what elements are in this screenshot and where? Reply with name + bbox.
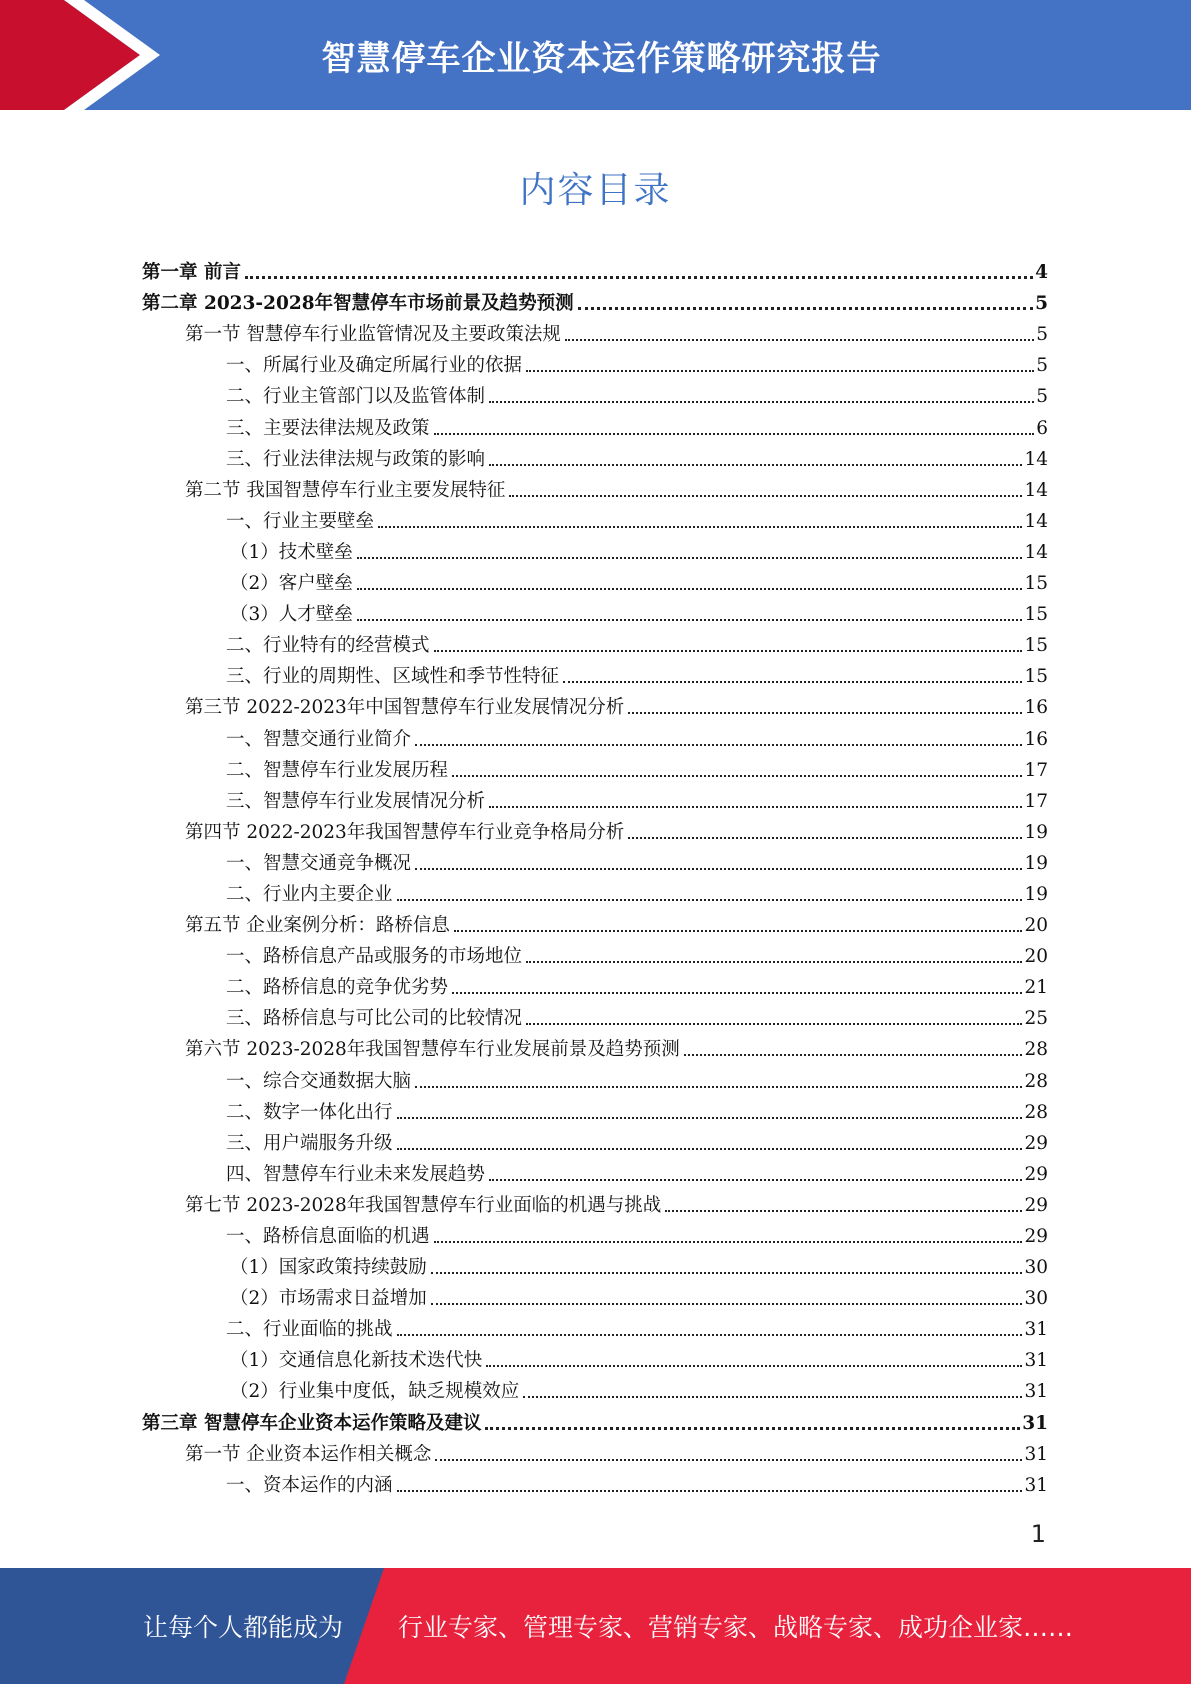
toc-leader-dots xyxy=(435,1459,1022,1461)
toc-entry[interactable] xyxy=(142,346,1048,377)
toc-entry-page: 5 xyxy=(1036,324,1048,346)
toc-entry-page: 14 xyxy=(1024,479,1048,501)
toc-entry[interactable] xyxy=(142,1061,1048,1092)
toc-entry[interactable] xyxy=(142,1466,1048,1497)
toc-entry[interactable] xyxy=(142,1279,1048,1310)
toc-leader-dots xyxy=(397,1334,1023,1336)
toc-entry[interactable] xyxy=(142,440,1048,471)
toc-leader-dots xyxy=(665,1210,1022,1212)
toc-entry-title: 二、行业内主要企业 xyxy=(226,883,393,905)
toc-entry-page: 21 xyxy=(1024,977,1048,999)
toc-entry-page: 30 xyxy=(1024,1257,1048,1279)
toc-entry-page: 29 xyxy=(1024,1163,1048,1185)
toc-leader-dots xyxy=(415,868,1022,870)
toc-entry-page: 31 xyxy=(1024,1319,1048,1341)
toc-entry[interactable] xyxy=(142,657,1048,688)
toc-entry-page: 29 xyxy=(1024,1194,1048,1216)
toc-leader-dots xyxy=(415,1086,1022,1088)
toc-entry[interactable] xyxy=(142,813,1048,844)
toc-entry-page: 17 xyxy=(1024,790,1048,812)
toc-entry[interactable] xyxy=(142,782,1048,813)
toc-entry-title: （2）行业集中度低，缺乏规模效应 xyxy=(230,1381,520,1403)
toc-leader-dots xyxy=(431,1272,1023,1274)
toc-leader-dots xyxy=(486,1365,1022,1367)
toc-entry[interactable] xyxy=(142,999,1048,1030)
toc-entry[interactable] xyxy=(142,1217,1048,1248)
toc-entry[interactable] xyxy=(142,1310,1048,1341)
toc-leader-dots xyxy=(489,1179,1022,1181)
toc-entry-title: 第一节 智慧停车行业监管情况及主要政策法规 xyxy=(185,324,561,346)
toc-entry-title: 二、数字一体化出行 xyxy=(226,1101,393,1123)
toc-entry-title: （2）客户壁垒 xyxy=(230,573,353,595)
toc-entry[interactable] xyxy=(142,626,1048,657)
toc-leader-dots xyxy=(452,775,1022,777)
toc-leader-dots xyxy=(578,307,1034,310)
toc-leader-dots xyxy=(378,526,1022,528)
toc-entry-page: 19 xyxy=(1024,852,1048,874)
toc-entry[interactable] xyxy=(142,253,1048,284)
toc-entry-title: 第六节 2023-2028年我国智慧停车行业发展前景及趋势预测 xyxy=(185,1039,680,1061)
toc-entry-page: 15 xyxy=(1024,666,1048,688)
toc-entry[interactable] xyxy=(142,968,1048,999)
toc-leader-dots xyxy=(357,619,1023,621)
toc-entry-title: 第三节 2022-2023年中国智慧停车行业发展情况分析 xyxy=(185,697,625,719)
toc-entry-page: 17 xyxy=(1024,759,1048,781)
toc-entry-title: 一、智慧交通竞争概况 xyxy=(226,852,412,874)
toc-entry-page: 19 xyxy=(1024,821,1048,843)
toc-entry[interactable] xyxy=(142,1155,1048,1186)
footer-slogan-right: 行业专家、管理专家、营销专家、战略专家、成功企业家…… xyxy=(398,1613,1074,1642)
page-number: 1 xyxy=(1030,1520,1046,1548)
toc-entry[interactable] xyxy=(142,284,1048,315)
toc-entry[interactable] xyxy=(142,1341,1048,1372)
footer-banner xyxy=(0,1568,1191,1684)
toc-entry[interactable] xyxy=(142,1403,1048,1434)
toc-entry-page: 31 xyxy=(1024,1443,1048,1465)
toc-entry-page: 28 xyxy=(1024,1070,1048,1092)
toc-entry-page: 15 xyxy=(1024,604,1048,626)
toc-entry-title: 三、智慧停车行业发展情况分析 xyxy=(226,790,486,812)
toc-leader-dots xyxy=(489,401,1034,403)
toc-entry-page: 15 xyxy=(1024,573,1048,595)
toc-entry[interactable] xyxy=(142,533,1048,564)
toc-entry-page: 16 xyxy=(1024,728,1048,750)
toc-entry-title: 三、行业法律法规与政策的影响 xyxy=(226,448,486,470)
toc-entry[interactable] xyxy=(142,377,1048,408)
toc-leader-dots xyxy=(397,899,1023,901)
toc-entry-page: 31 xyxy=(1024,1381,1048,1403)
toc-entry-title: 二、行业特有的经营模式 xyxy=(226,635,430,657)
toc-entry-title: 第五节 企业案例分析：路桥信息 xyxy=(185,915,450,937)
toc-heading: 内容目录 xyxy=(519,170,672,211)
toc-entry-page: 31 xyxy=(1024,1474,1048,1496)
toc-entry-page: 29 xyxy=(1024,1132,1048,1154)
toc-entry-title: 一、智慧交通行业简介 xyxy=(226,728,412,750)
toc-entry[interactable] xyxy=(142,1435,1048,1466)
toc-entry[interactable] xyxy=(142,471,1048,502)
footer-slogan-left: 让每个人都能成为 xyxy=(143,1613,344,1642)
toc-entry-title: 第一章 前言 xyxy=(142,262,241,284)
toc-leader-dots xyxy=(628,837,1022,839)
toc-entry-title: 第三章 智慧停车企业资本运作策略及建议 xyxy=(142,1412,482,1434)
toc-entry-title: 一、行业主要壁垒 xyxy=(226,510,375,532)
toc-entry-page: 20 xyxy=(1024,946,1048,968)
toc-leader-dots xyxy=(434,650,1023,652)
toc-entry-title: 二、行业主管部门以及监管体制 xyxy=(226,386,486,408)
toc-entry-page: 25 xyxy=(1024,1008,1048,1030)
toc-entry-page: 14 xyxy=(1024,448,1048,470)
toc-leader-dots xyxy=(397,1148,1023,1150)
toc-entry[interactable] xyxy=(142,1124,1048,1155)
toc-entry-title: 一、路桥信息产品或服务的市场地位 xyxy=(226,946,523,968)
toc-entry[interactable] xyxy=(142,844,1048,875)
toc-leader-dots xyxy=(431,1303,1023,1305)
toc-entry-title: 三、主要法律法规及政策 xyxy=(226,417,430,439)
toc-leader-dots xyxy=(526,961,1022,963)
toc-entry-title: 二、路桥信息的竞争优劣势 xyxy=(226,977,449,999)
toc-entry-page: 28 xyxy=(1024,1101,1048,1123)
toc-leader-dots xyxy=(434,1241,1023,1243)
toc-leader-dots xyxy=(563,681,1022,683)
toc-entry[interactable] xyxy=(142,719,1048,750)
toc-entry-title: 一、路桥信息面临的机遇 xyxy=(226,1226,430,1247)
toc-entry-title: 二、行业面临的挑战 xyxy=(226,1319,393,1341)
toc-leader-dots xyxy=(523,1396,1022,1398)
toc-entry-page: 31 xyxy=(1024,1350,1048,1372)
table-of-contents xyxy=(142,253,1048,1497)
toc-leader-dots xyxy=(397,1117,1023,1119)
toc-leader-dots xyxy=(526,370,1034,372)
toc-entry-title: 三、行业的周期性、区域性和季节性特征 xyxy=(226,666,560,688)
toc-leader-dots xyxy=(452,992,1022,994)
toc-entry-title: （2）市场需求日益增加 xyxy=(230,1288,427,1310)
toc-leader-dots xyxy=(434,433,1035,435)
toc-entry-page: 19 xyxy=(1024,883,1048,905)
toc-entry-page: 6 xyxy=(1036,417,1048,439)
toc-leader-dots xyxy=(357,588,1023,590)
toc-entry-title: （3）人才壁垒 xyxy=(230,604,353,626)
toc-entry-page: 4 xyxy=(1035,262,1048,284)
toc-entry[interactable] xyxy=(142,1186,1048,1217)
toc-entry[interactable] xyxy=(142,408,1048,439)
toc-entry[interactable] xyxy=(142,937,1048,968)
toc-entry[interactable] xyxy=(142,315,1048,346)
toc-entry-title: 四、智慧停车行业未来发展趋势 xyxy=(226,1163,486,1185)
toc-leader-dots xyxy=(454,930,1023,932)
toc-leader-dots xyxy=(489,464,1022,466)
toc-entry-title: 三、用户端服务升级 xyxy=(226,1132,393,1154)
header-banner xyxy=(0,0,1191,110)
toc-entry-title: 一、综合交通数据大脑 xyxy=(226,1070,412,1092)
toc-entry-title: 二、智慧停车行业发展历程 xyxy=(226,759,449,781)
toc-entry-page: 14 xyxy=(1024,510,1048,532)
toc-entry-title: （1）技术壁垒 xyxy=(230,541,353,563)
toc-entry-page: 31 xyxy=(1022,1412,1048,1434)
toc-leader-dots xyxy=(628,712,1022,714)
toc-entry[interactable] xyxy=(142,502,1048,533)
toc-leader-dots xyxy=(357,557,1023,559)
toc-entry-title: 第一节 企业资本运作相关概念 xyxy=(185,1443,432,1465)
toc-leader-dots xyxy=(415,744,1022,746)
toc-entry-title: 第四节 2022-2023年我国智慧停车行业竞争格局分析 xyxy=(185,821,625,843)
toc-entry-title: 第二章 2023-2028年智慧停车市场前景及趋势预测 xyxy=(142,293,574,315)
toc-entry-page: 16 xyxy=(1024,697,1048,719)
toc-entry-page: 29 xyxy=(1024,1226,1048,1247)
toc-entry-page: 28 xyxy=(1024,1039,1048,1061)
toc-entry[interactable] xyxy=(142,1372,1048,1403)
toc-entry-page: 5 xyxy=(1036,355,1048,377)
toc-entry-title: 第七节 2023-2028年我国智慧停车行业面临的机遇与挑战 xyxy=(185,1194,662,1216)
toc-entry-page: 15 xyxy=(1024,635,1048,657)
toc-leader-dots xyxy=(489,806,1022,808)
toc-entry-title: 三、路桥信息与可比公司的比较情况 xyxy=(226,1008,523,1030)
toc-entry[interactable] xyxy=(142,875,1048,906)
toc-entry[interactable] xyxy=(142,1093,1048,1124)
toc-entry-title: 一、所属行业及确定所属行业的依据 xyxy=(226,355,523,377)
toc-entry-title: （1）交通信息化新技术迭代快 xyxy=(230,1350,483,1372)
toc-entry[interactable] xyxy=(142,751,1048,782)
toc-entry-title: 第二节 我国智慧停车行业主要发展特征 xyxy=(185,479,506,501)
toc-entry-page: 5 xyxy=(1036,386,1048,408)
report-title: 智慧停车企业资本运作策略研究报告 xyxy=(321,38,882,79)
toc-entry-title: （1）国家政策持续鼓励 xyxy=(230,1257,427,1279)
toc-entry-title: 一、资本运作的内涵 xyxy=(226,1474,393,1496)
toc-leader-dots xyxy=(509,495,1022,497)
toc-leader-dots xyxy=(485,1427,1020,1430)
toc-leader-dots xyxy=(565,339,1034,341)
toc-entry[interactable] xyxy=(142,688,1048,719)
toc-leader-dots xyxy=(245,276,1033,279)
toc-leader-dots xyxy=(684,1054,1023,1056)
toc-entry[interactable] xyxy=(142,906,1048,937)
toc-entry-page: 30 xyxy=(1024,1288,1048,1310)
toc-entry-page: 14 xyxy=(1024,541,1048,563)
toc-entry[interactable] xyxy=(142,564,1048,595)
toc-leader-dots xyxy=(397,1490,1023,1492)
toc-entry[interactable] xyxy=(142,1248,1048,1279)
toc-entry-page: 20 xyxy=(1024,915,1048,937)
toc-entry[interactable] xyxy=(142,595,1048,626)
toc-leader-dots xyxy=(526,1023,1022,1025)
toc-entry-page: 5 xyxy=(1035,293,1048,315)
toc-entry[interactable] xyxy=(142,1030,1048,1061)
